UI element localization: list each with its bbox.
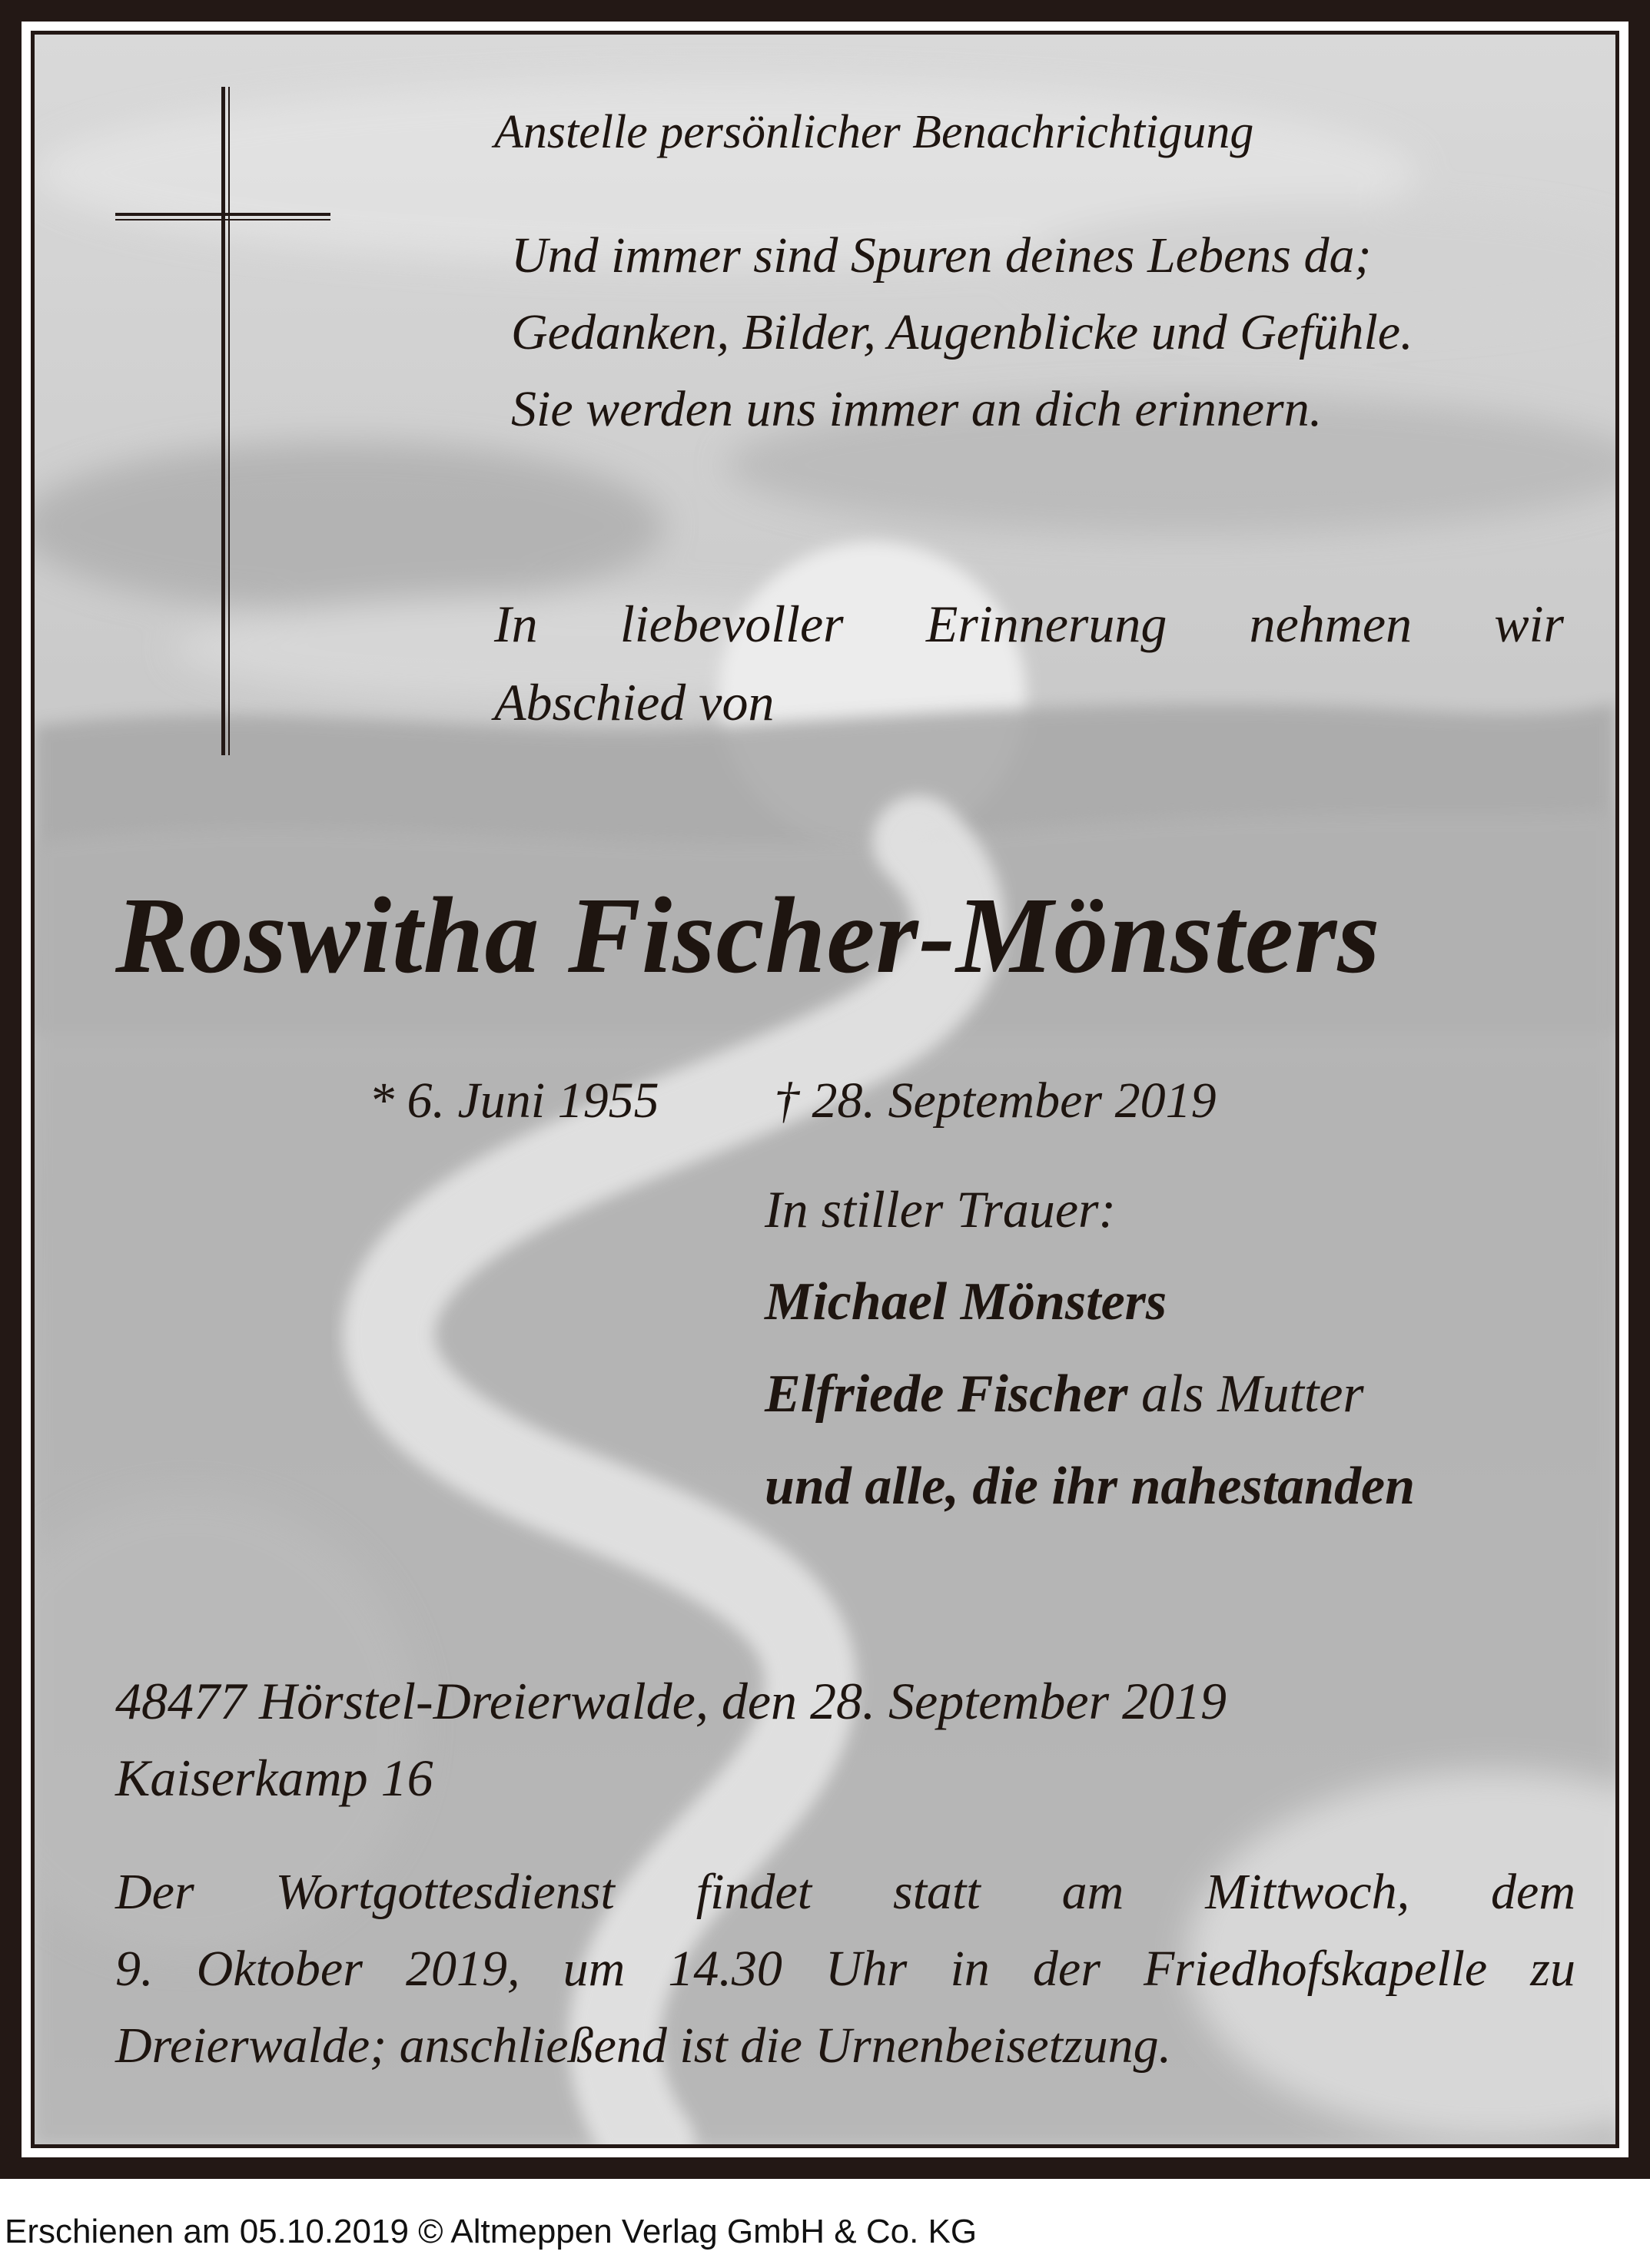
deceased-name: Roswitha Fischer-Mönsters [115, 874, 1381, 996]
death-date: † 28. September 2019 [774, 1073, 1217, 1129]
farewell-line-2: Abschied von [494, 673, 775, 731]
farewell-line-1: In liebevoller Erinnerung nehmen wir [494, 595, 1564, 653]
service-line-1: Der Wortgottesdienst findet statt am Mittwoch, dem [115, 1864, 1575, 1920]
obituary-panel [31, 31, 1619, 2148]
mourner-1: Michael Mönsters [765, 1272, 1167, 1331]
poem-line-1: Und immer sind Spuren deines Lebens da; [511, 227, 1372, 284]
service-line-2: 9. Oktober 2019, um 14.30 Uhr in der Friedhofskapelle zu [115, 1941, 1575, 1997]
intro-line: Anstelle persönlicher Benachrichtigung [494, 106, 1254, 158]
mourner-2 [765, 1364, 1364, 1425]
publication-footer: Erschienen am 05.10.2019 © Altmeppen Verlag GmbH & Co. KG [5, 2213, 978, 2250]
address-line-1: 48477 Hörstel-Dreierwalde, den 28. September 2019 [115, 1672, 1227, 1730]
mourner-2-name: Elfriede Fischer [765, 1364, 1128, 1424]
address-line-2: Kaiserkamp 16 [115, 1749, 433, 1807]
mourner-2-relation: als Mutter [1127, 1364, 1364, 1424]
birth-date: * 6. Juni 1955 [369, 1073, 659, 1129]
mourner-3: und alle, die ihr nahestanden [765, 1457, 1416, 1516]
poem-line-3: Sie werden uns immer an dich erinnern. [511, 381, 1323, 437]
mourning-label: In stiller Trauer: [765, 1180, 1117, 1238]
service-line-3: Dreierwalde; anschließend ist die Urnenbeisetzung. [115, 2018, 1172, 2074]
poem-line-2: Gedanken, Bilder, Augenblicke und Gefühle. [511, 304, 1413, 360]
